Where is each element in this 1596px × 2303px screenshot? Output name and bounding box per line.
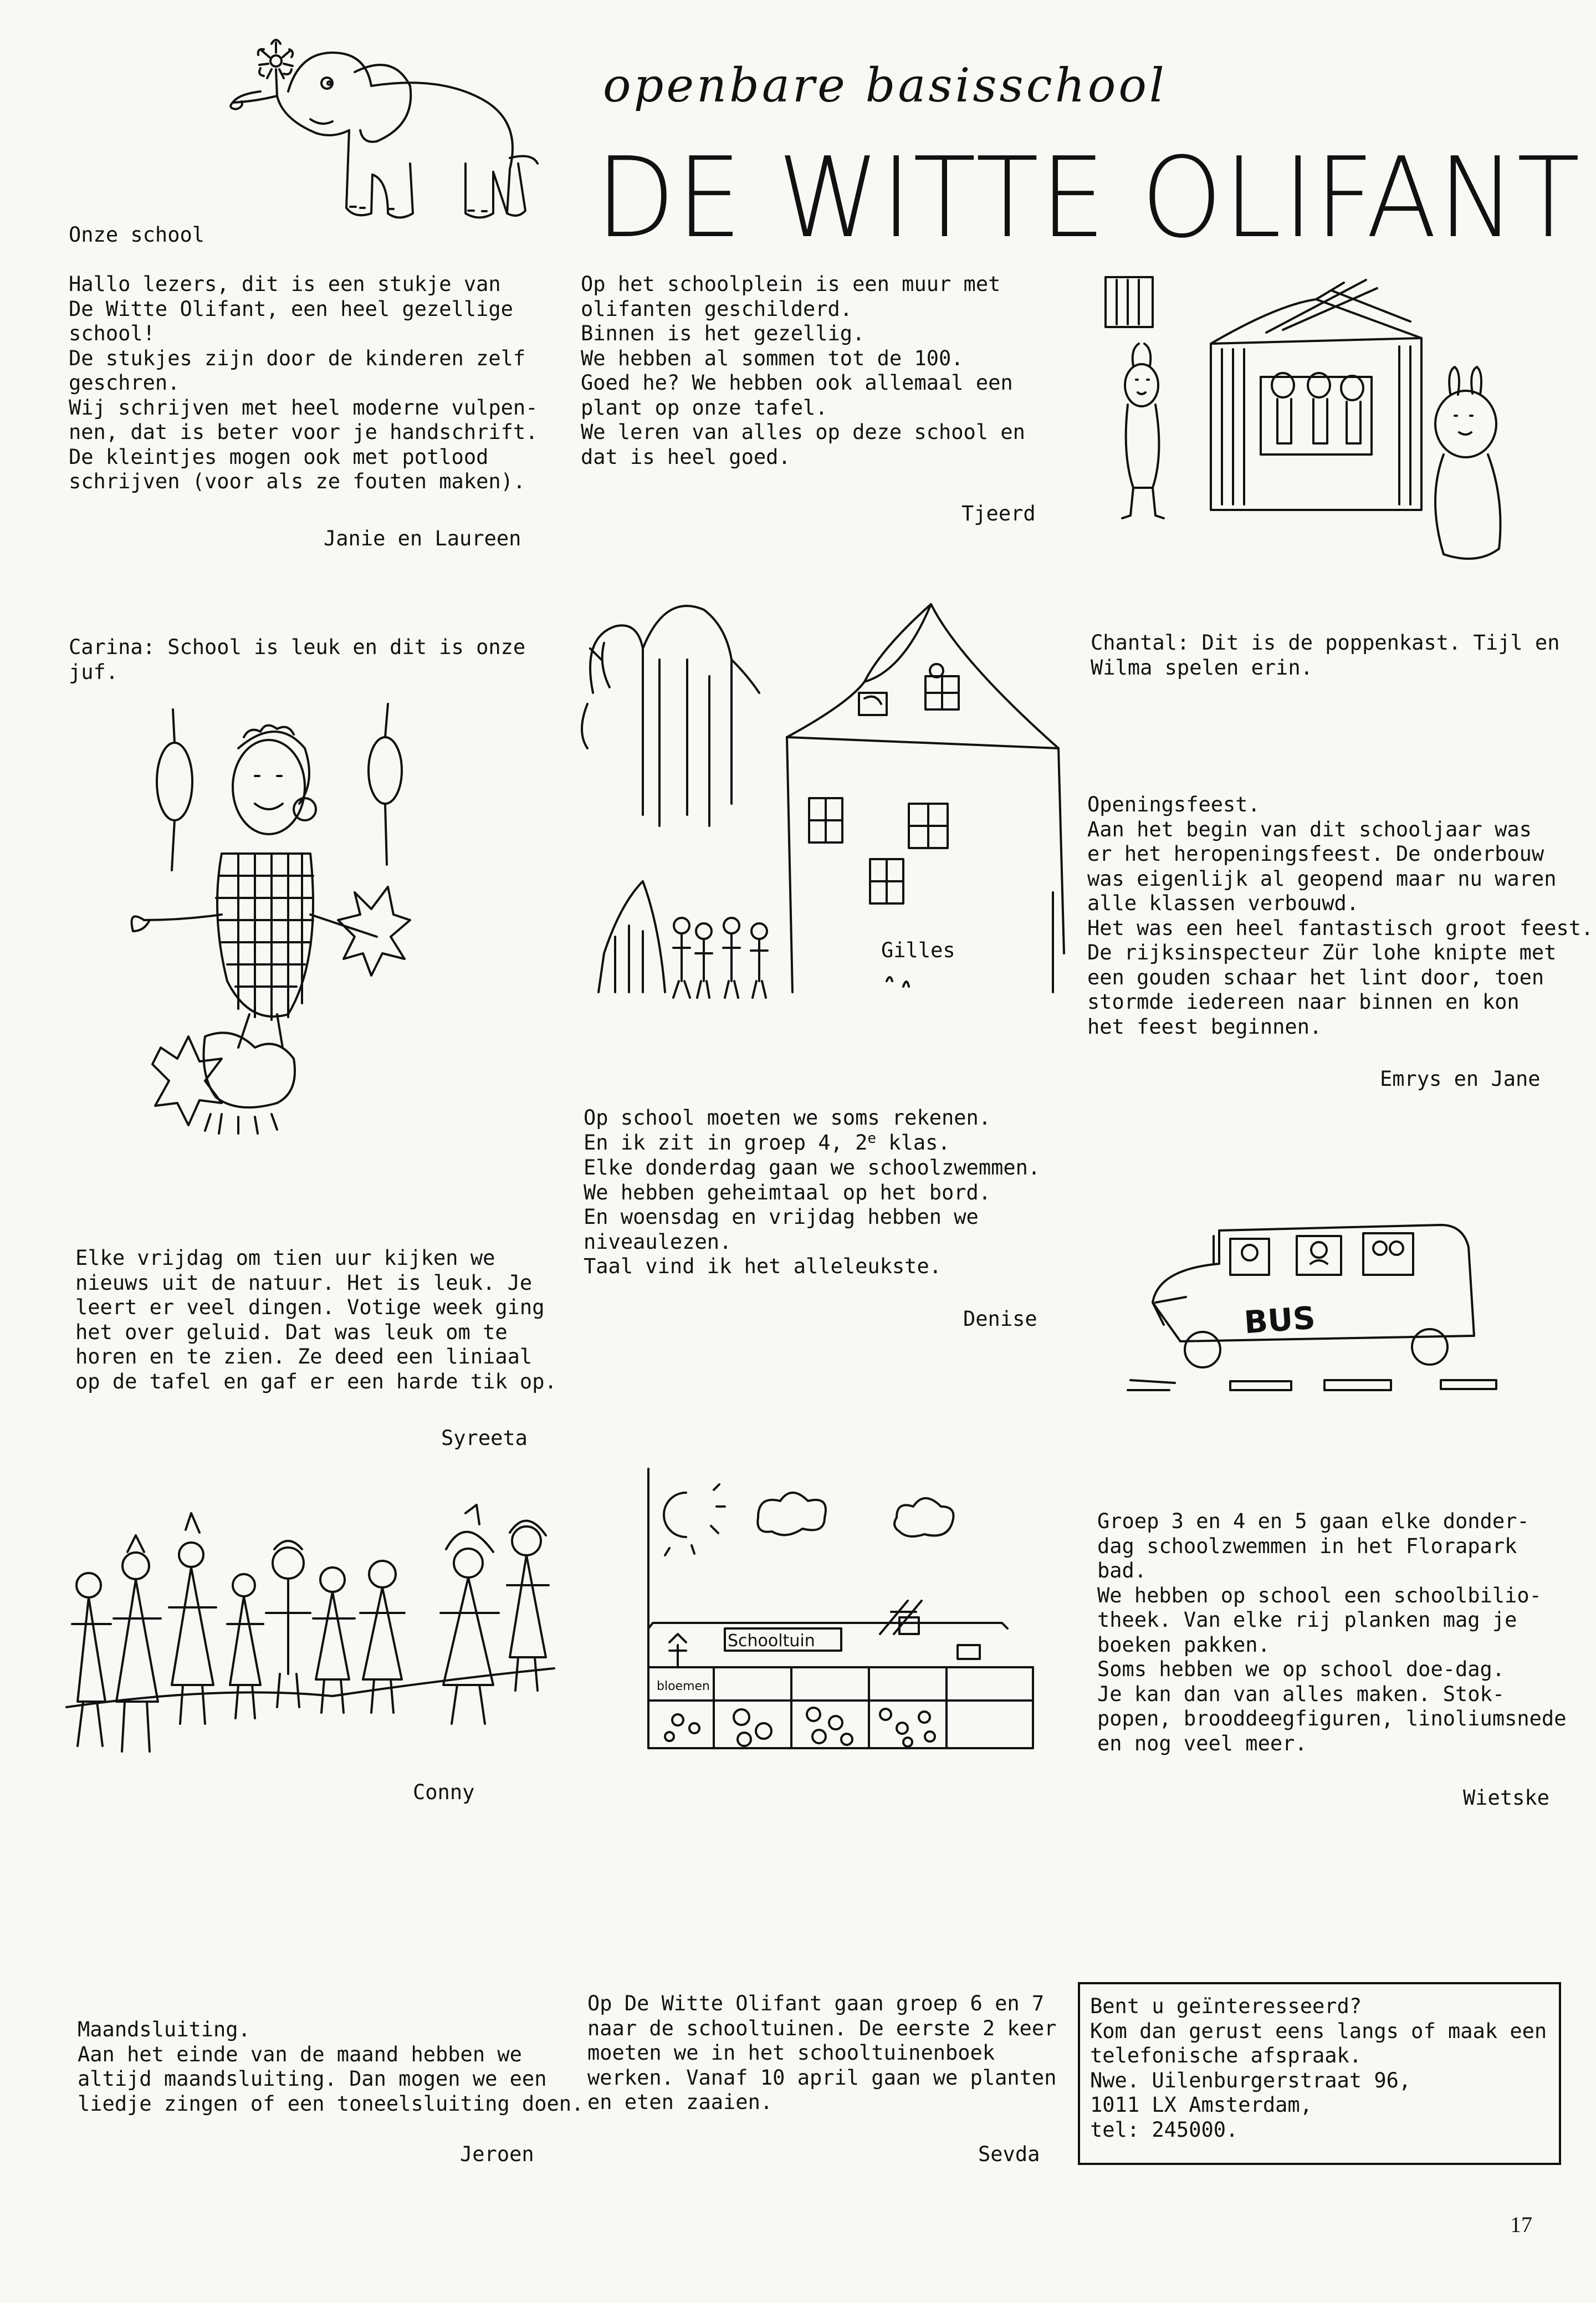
article-natuur-author: Syreeta (441, 1426, 528, 1450)
article-rekenen-line1: Op school moeten we soms rekenen. (584, 1106, 991, 1130)
schooltuin-sign-label: Schooltuin (728, 1631, 815, 1651)
article-schooltuinen-text: Op De Witte Olifant gaan groep 6 en 7 naar de schooltuinen. De eerste 2 keer moeten we in het schooltuinenboek werken. Vanaf 10 april gaan we planten en eten zaaien. (587, 1991, 1057, 2114)
schooltuin-drawing (647, 1468, 1035, 1750)
article-schoolplein-text: Op het schoolplein is een muur met olifanten geschilderd. Binnen is het gezellig. We hebben al sommen tot de 100. Goed he? We hebben ook allemaal een plant op onze tafel. We leren van alles op deze school en dat is heel goed. (581, 272, 1025, 469)
article-chantal-text: Chantal: Dit is de poppenkast. Tijl en Wilma spelen erin. (1091, 631, 1560, 680)
article-rekenen-line2 (584, 1131, 950, 1156)
article-onze-school-heading: Onze school (69, 223, 205, 247)
article-zwemmen-author: Wietske (1463, 1786, 1549, 1810)
article-rekenen-line2-pre: En ik zit in groep 4, 2 (584, 1131, 868, 1155)
article-zwemmen-text: Groep 3 en 4 en 5 gaan elke donder- dag schoolzwemmen in het Florapark bad. We hebben op school een schoolbilio- theek. Van elke rij planken mag je boeken pakken. Soms hebben we op school doe-dag. Je kan dan van alles maken. Stok- popen, brooddeegfiguren, linoliumsnede en nog veel meer. (1097, 1509, 1567, 1755)
article-rekenen-line2-sup: e (867, 1130, 877, 1147)
conny-label: Conny (413, 1780, 475, 1804)
page-number: 17 (1510, 2212, 1532, 2237)
children-group-drawing (55, 1502, 576, 1779)
article-onze-school-text: Hallo lezers, dit is een stukje van De Witte Olifant, een heel gezellige school! De stukjes zijn door de kinderen zelf geschren. Wij schrijven met heel moderne vulpen- nen, dat is beter voor je handschrift. De kleintjes mogen ook met potlood schrijven (voor als ze fouten maken). (69, 272, 538, 493)
bus-label: BUS (1242, 1300, 1317, 1341)
article-onze-school-author: Janie en Laureen (324, 527, 521, 550)
contact-box (1078, 1982, 1561, 2165)
article-schoolplein-author: Tjeerd (961, 502, 1036, 525)
bloemen-label: bloemen (657, 1679, 710, 1693)
article-maandsluiting-author: Jeroen (460, 2142, 534, 2166)
article-natuur-text: Elke vrijdag om tien uur kijken we nieuws uit de natuur. Het is leuk. Je leert er veel dingen. Votige week ging het over geluid. Dat was leuk om te horen en te zien. Ze deed een liniaal op de tafel en gaf er een harde tik op. (75, 1246, 557, 1393)
school-building-drawing (571, 593, 1070, 1014)
article-openingsfeest-author: Emrys en Jane (1380, 1067, 1541, 1091)
masthead-subtitle: openbare basisschool (603, 58, 1167, 113)
article-rekenen-author: Denise (963, 1307, 1037, 1331)
article-schooltuinen-author: Sevda (978, 2142, 1040, 2166)
juf-drawing (111, 693, 454, 1181)
article-maandsluiting-text: Maandsluiting. Aan het einde van de maand hebben we altijd maandsluiting. Dan mogen we een liedje zingen of een toneelsluiting doen. (78, 2018, 584, 2116)
article-carina-text: Carina: School is leuk en dit is onze juf. (69, 635, 526, 684)
gilles-label: Gilles (881, 938, 955, 962)
masthead-title: DE WITTE OLIFANT (596, 134, 1582, 263)
article-rekenen-line2-post: klas. (876, 1131, 950, 1155)
contact-text: Bent u geïnteresseerd? Kom dan gerust eens langs of maak een telefonische afspraak. Nwe. Uilenburgerstraat 96, 1011 LX Amsterdam, tel: 245000. (1090, 1994, 1547, 2142)
article-openingsfeest-text: Openingsfeest. Aan het begin van dit schooljaar was er het heropeningsfeest. De onderbouw was eigenlijk al geopend maar nu waren alle klassen verbouwd. Het was een heel fantastisch groot feest. De rijksinspecteur Zür lohe knipte met een gouden schaar het lint door, toen stormde iedereen naar binnen en kon het feest beginnen. (1087, 793, 1594, 1039)
elephant-logo-icon (222, 30, 554, 241)
puppet-theatre-drawing (1100, 266, 1560, 582)
article-rekenen-text: Elke donderdag gaan we schoolzwemmen. We hebben geheimtaal op het bord. En woensdag en vrijdag hebben we niveaulezen. Taal vind ik het alleleukste. (584, 1156, 1041, 1278)
bus-drawing (1130, 1214, 1518, 1402)
